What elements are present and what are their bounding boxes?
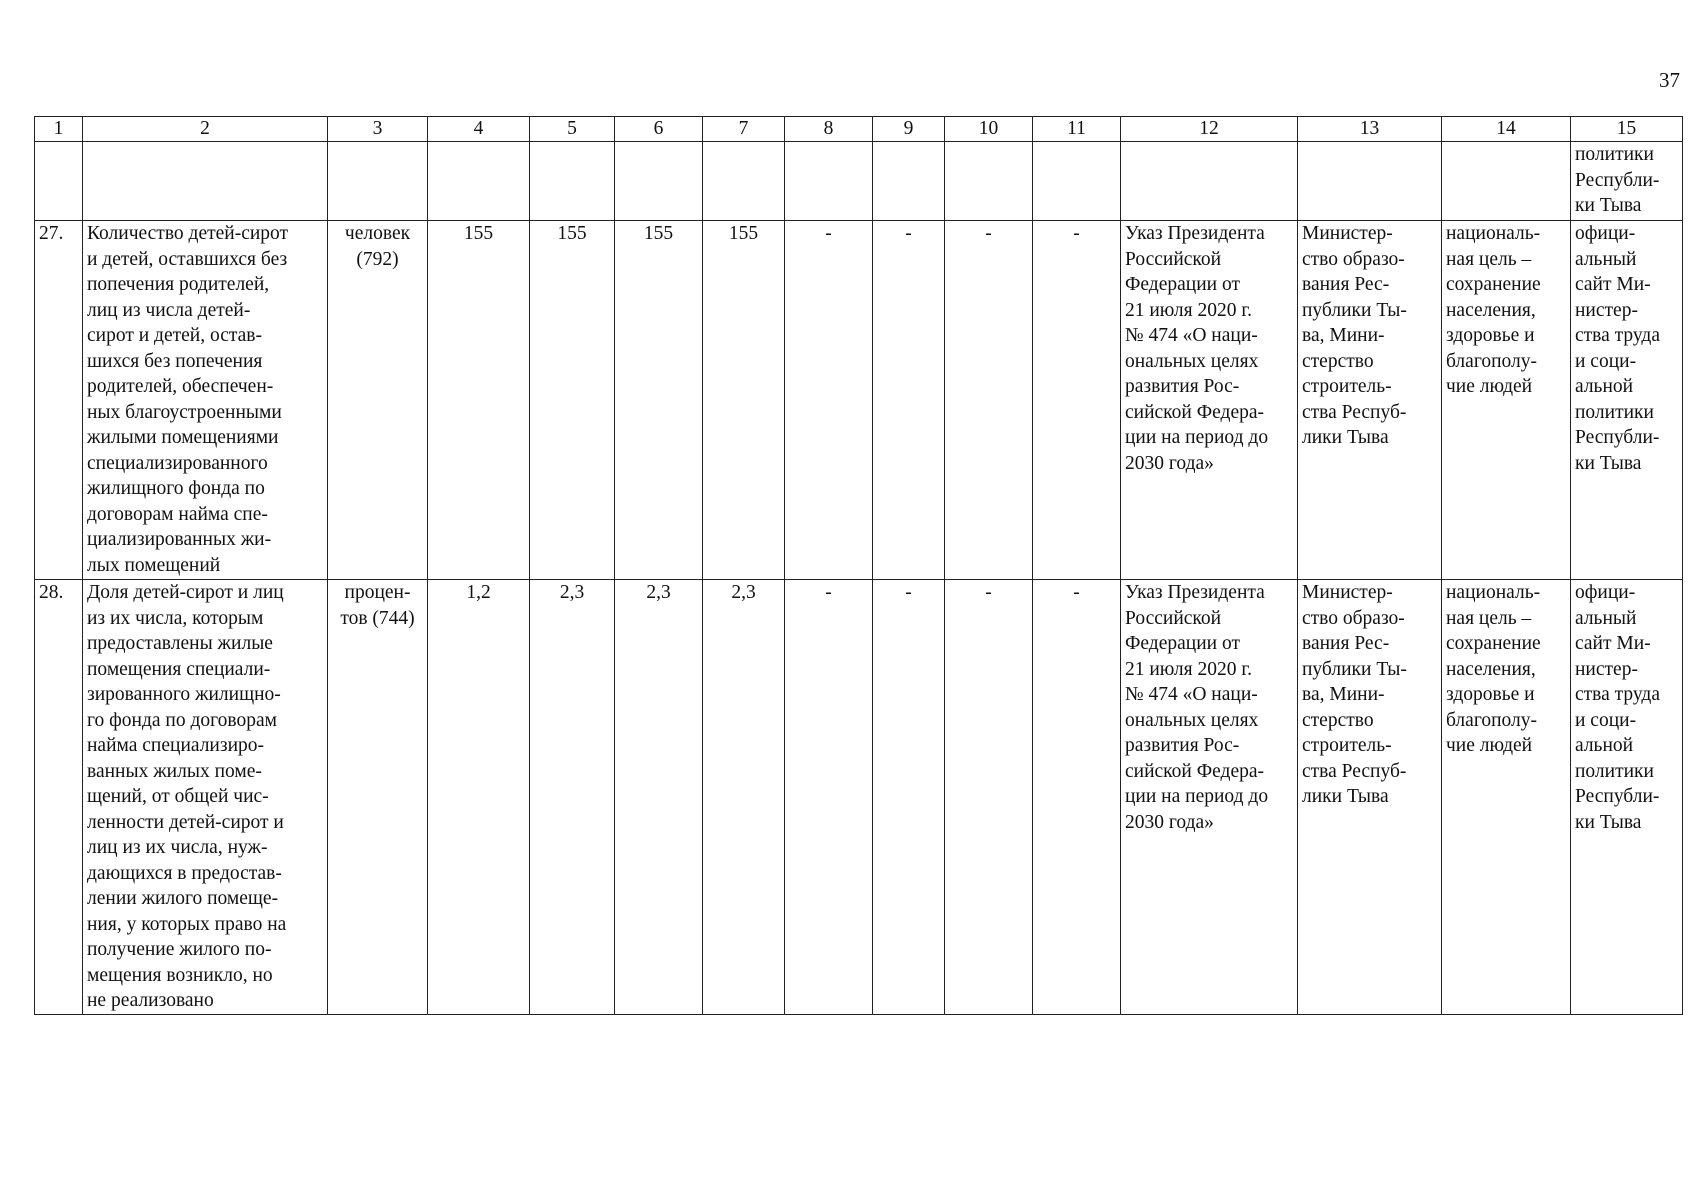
indicator-name: Доля детей-сирот и лиц из их числа, которым предоставлены жилые помещения специали- зированного жилищно- го фонда по договорам найма специализиро- ванных жилых поме- щений, от общей чис- ленности детей-сирот и лиц из их числа, нуж- дающихся в предостав- лении жилого помеще- ния, у которых право на получение жилого по- мещения возникло, но не реализовано <box>83 580 328 1015</box>
unit-cell: человек (792) <box>328 221 428 580</box>
column-header-3: 3 <box>328 117 428 142</box>
table-cell <box>1442 142 1571 221</box>
table-cell <box>530 142 615 221</box>
row-number: 28. <box>35 580 83 1015</box>
value-cell: - <box>785 580 873 1015</box>
source-cell: офици- альный сайт Ми- нистер- ства труда и соци- альной политики Республи- ки Тыва <box>1571 221 1683 580</box>
column-header-10: 10 <box>945 117 1033 142</box>
value-cell: 2,3 <box>530 580 615 1015</box>
column-header-1: 1 <box>35 117 83 142</box>
value-cell: 155 <box>428 221 530 580</box>
goal-cell: националь- ная цель – сохранение населения, здоровье и благополу- чие людей <box>1442 580 1571 1015</box>
value-cell: - <box>945 580 1033 1015</box>
value-cell: 155 <box>530 221 615 580</box>
table-cell <box>785 142 873 221</box>
table-cell <box>1298 142 1442 221</box>
value-cell: - <box>1033 580 1121 1015</box>
unit-cell: процен- тов (744) <box>328 580 428 1015</box>
table-cell <box>1033 142 1121 221</box>
value-cell: 2,3 <box>615 580 703 1015</box>
goal-cell: националь- ная цель – сохранение населения, здоровье и благополу- чие людей <box>1442 221 1571 580</box>
table-row <box>35 580 1683 1015</box>
table-cell <box>428 142 530 221</box>
indicators-table <box>34 116 1683 1015</box>
column-header-2: 2 <box>83 117 328 142</box>
column-header-5: 5 <box>530 117 615 142</box>
column-header-6: 6 <box>615 117 703 142</box>
column-header-7: 7 <box>703 117 785 142</box>
column-header-9: 9 <box>873 117 945 142</box>
column-header-15: 15 <box>1571 117 1683 142</box>
table-row <box>35 221 1683 580</box>
value-cell: 155 <box>703 221 785 580</box>
column-header-12: 12 <box>1121 117 1298 142</box>
source-cell: политики Республи- ки Тыва <box>1571 142 1683 221</box>
column-header-13: 13 <box>1298 117 1442 142</box>
source-cell: офици- альный сайт Ми- нистер- ства труда и соци- альной политики Республи- ки Тыва <box>1571 580 1683 1015</box>
indicator-name: Количество детей-сирот и детей, оставшихся без попечения родителей, лиц из числа детей- сирот и детей, остав- шихся без попечения родителей, обеспечен- ных благоустроенными жилыми помещениями специализированного жилищного фонда по договорам найма спе- циализированных жи- лых помещений <box>83 221 328 580</box>
value-cell: - <box>1033 221 1121 580</box>
table-cell <box>615 142 703 221</box>
value-cell: 2,3 <box>703 580 785 1015</box>
table-cell <box>83 142 328 221</box>
column-numbers-row <box>35 117 1683 142</box>
column-header-8: 8 <box>785 117 873 142</box>
value-cell: - <box>785 221 873 580</box>
value-cell: - <box>873 580 945 1015</box>
table-cell <box>328 142 428 221</box>
column-header-14: 14 <box>1442 117 1571 142</box>
row-number: 27. <box>35 221 83 580</box>
table-cell <box>1121 142 1298 221</box>
column-header-11: 11 <box>1033 117 1121 142</box>
value-cell: - <box>873 221 945 580</box>
value-cell: 1,2 <box>428 580 530 1015</box>
page-number: 37 <box>1659 68 1680 92</box>
document-cell: Указ Президента Российской Федерации от 21 июля 2020 г. № 474 «О наци- ональных целях развития Рос- сийской Федера- ции на период до 2030 года» <box>1121 580 1298 1015</box>
continuation-row <box>35 142 1683 221</box>
responsible-cell: Министер- ство образо- вания Рес- публики Ты- ва, Мини- стерство строитель- ства Респуб- лики Тыва <box>1298 580 1442 1015</box>
table-cell <box>703 142 785 221</box>
value-cell: - <box>945 221 1033 580</box>
value-cell: 155 <box>615 221 703 580</box>
table-cell <box>35 142 83 221</box>
table-cell <box>873 142 945 221</box>
column-header-4: 4 <box>428 117 530 142</box>
document-cell: Указ Президента Российской Федерации от 21 июля 2020 г. № 474 «О наци- ональных целях развития Рос- сийской Федера- ции на период до 2030 года» <box>1121 221 1298 580</box>
responsible-cell: Министер- ство образо- вания Рес- публики Ты- ва, Мини- стерство строитель- ства Респуб- лики Тыва <box>1298 221 1442 580</box>
table-cell <box>945 142 1033 221</box>
